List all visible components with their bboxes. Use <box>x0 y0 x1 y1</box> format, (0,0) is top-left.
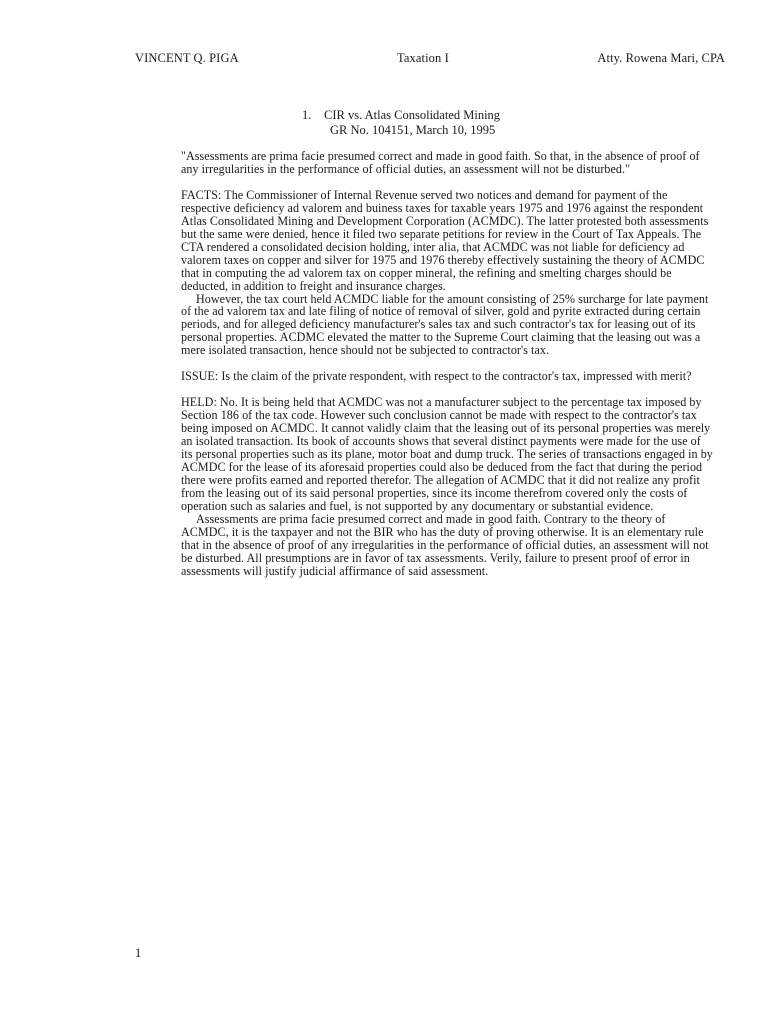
doctrine-paragraph: "Assessments are prima facie presumed correct and made in good faith. So that, in the absence of proof of any irregularities in the performance of official duties, an assessment will not be disturbed." <box>181 149 700 176</box>
case-digest-body <box>181 150 713 591</box>
issue-paragraph: ISSUE: Is the claim of the private respondent, with respect to the contractor's tax, impressed with merit? <box>181 369 692 384</box>
case-name: CIR vs. Atlas Consolidated Mining <box>324 108 501 122</box>
case-number: 1. <box>302 108 312 122</box>
held-paragraph: HELD: No. It is being held that ACMDC was not a manufacturer subject to the percentage tax imposed by Section 186 of the tax code. However such conclusion cannot be made with respect to the contractor's tax being imposed on ACMDC. It cannot validly claim that the leasing out of its personal properties was merely an isolated transaction. Its book of accounts shows that several distinct payments were made for the use of its personal properties such as its plane, motor boat and dump truck. The series of transactions engaged in by ACMDC for the lease of its aforesaid properties could also be deduced from the fact that during the period there were profits earned and reported therefor. The allegation of ACMDC that it did not realize any profit from the leasing out of its said personal properties, since its income therefrom covered only the costs of operation such as salaries and fuel, is not supported by any documentary or substantial evidence. <box>181 395 713 513</box>
header-subject: Taxation I <box>397 51 449 65</box>
facts-paragraph: FACTS: The Commissioner of Internal Revenue served two notices and demand for payment of the respective deficiency ad valorem and buiness taxes for taxable years 1975 and 1976 against the respondent Atlas Consolidated Mining and Development Corporation (ACMDC). The latter protested both assessments but the same were denied, hence it filed two separate petitions for review in the Court of Tax Appeals. The CTA rendered a consolidated decision holding, inter alia, that ACMDC was not liable for deficiency ad valorem taxes on copper and silver for 1975 and 1976 thereby effectively sustaining the theory of ACMDC that in computing the ad valorem tax on copper mineral, the refining and smelting charges should be deducted, in addition to freight and insurance charges. <box>181 187 709 293</box>
case-citation: GR No. 104151, March 10, 1995 <box>330 122 496 137</box>
header-author: VINCENT Q. PIGA <box>135 51 239 65</box>
page-header <box>135 51 725 67</box>
facts-continuation-paragraph: However, the tax court held ACMDC liable for the amount consisting of 25% surcharge for late payment of the ad valorem tax and late filing of notice of removal of silver, gold and pyrite extracted during certain periods, and for alleged deficiency manufacturer's sales tax and such contractor's tax for leasing out of its personal properties. ACDMC elevated the matter to the Supreme Court claiming that the leasing out was a mere isolated transaction, hence should not be subjected to contractor's tax. <box>181 291 709 358</box>
case-title <box>180 108 700 137</box>
held-continuation-paragraph: Assessments are prima facie presumed correct and made in good faith. Contrary to the theory of ACMDC, it is the taxpayer and not the BIR who has the duty of proving otherwise. It is an elementary rule that in the absence of proof of any irregularities in the performance of official duties, an assessment will not be disturbed. All presumptions are in favor of tax assessments. Verily, failure to present proof of error in assessments will justify judicial affirmance of said assessment. <box>181 511 709 578</box>
page-number: 1 <box>135 946 142 960</box>
case-title-line <box>180 108 700 123</box>
header-professor: Atty. Rowena Mari, CPA <box>597 51 725 65</box>
